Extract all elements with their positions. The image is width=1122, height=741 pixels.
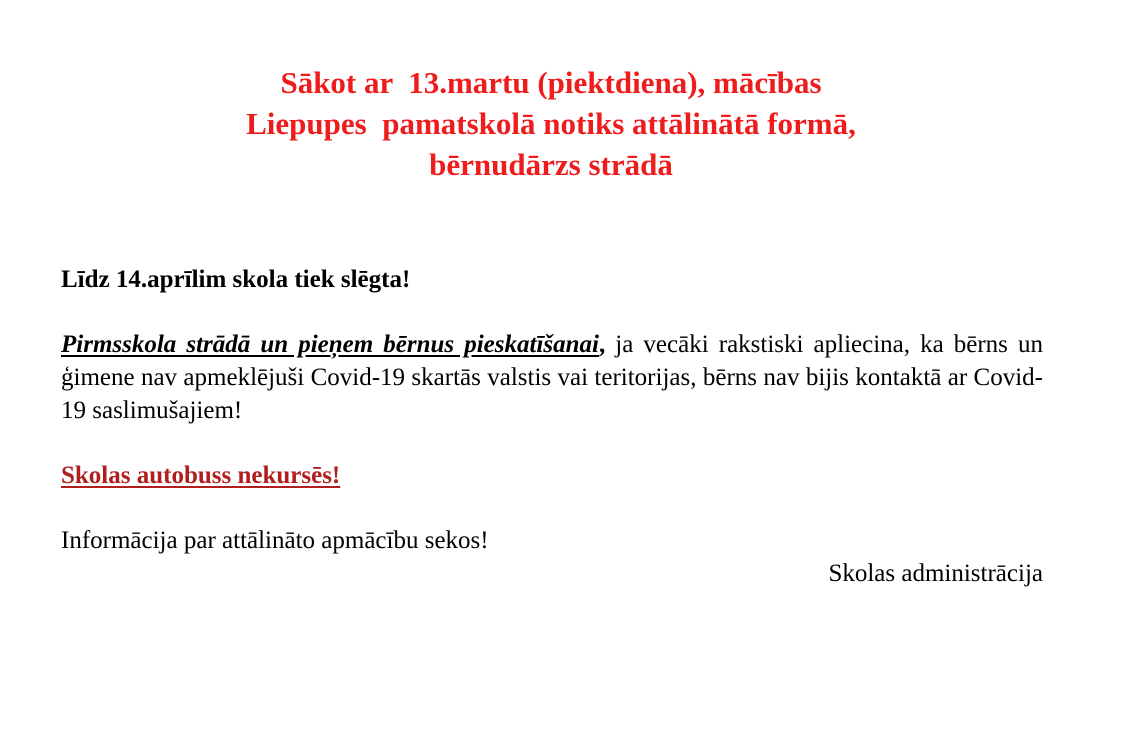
preschool-emphasis: Pirmsskola strādā un pieņem bērnus pieskatīšanai bbox=[61, 331, 599, 358]
info-notice: Informācija par attālināto apmācību sekos! bbox=[61, 527, 489, 554]
headline-line-1: Sākot ar 13.martu (piektdiena), mācības bbox=[280, 65, 822, 100]
headline-line-3: bērnudārzs strādā bbox=[429, 147, 673, 182]
bus-notice: Skolas autobuss nekursēs! bbox=[61, 462, 341, 489]
preschool-comma: , bbox=[598, 331, 606, 358]
school-closed-notice: Līdz 14.aprīlim skola tiek slēgta! bbox=[61, 266, 411, 293]
preschool-conditions: ja vecāki rakstiski apliecina, ka bērns un ģimene nav apmeklējuši Covid-19 skartās valstis vai teritorijas, bērns nav bijis kontaktā ar Covid-19 saslimušajiem! bbox=[61, 331, 1043, 424]
headline-line-2: Liepupes pamatskolā notiks attālinātā formā, bbox=[246, 106, 856, 141]
headline bbox=[0, 62, 1102, 185]
signature: Skolas administrācija bbox=[828, 560, 1043, 587]
preschool-notice bbox=[61, 328, 1043, 427]
